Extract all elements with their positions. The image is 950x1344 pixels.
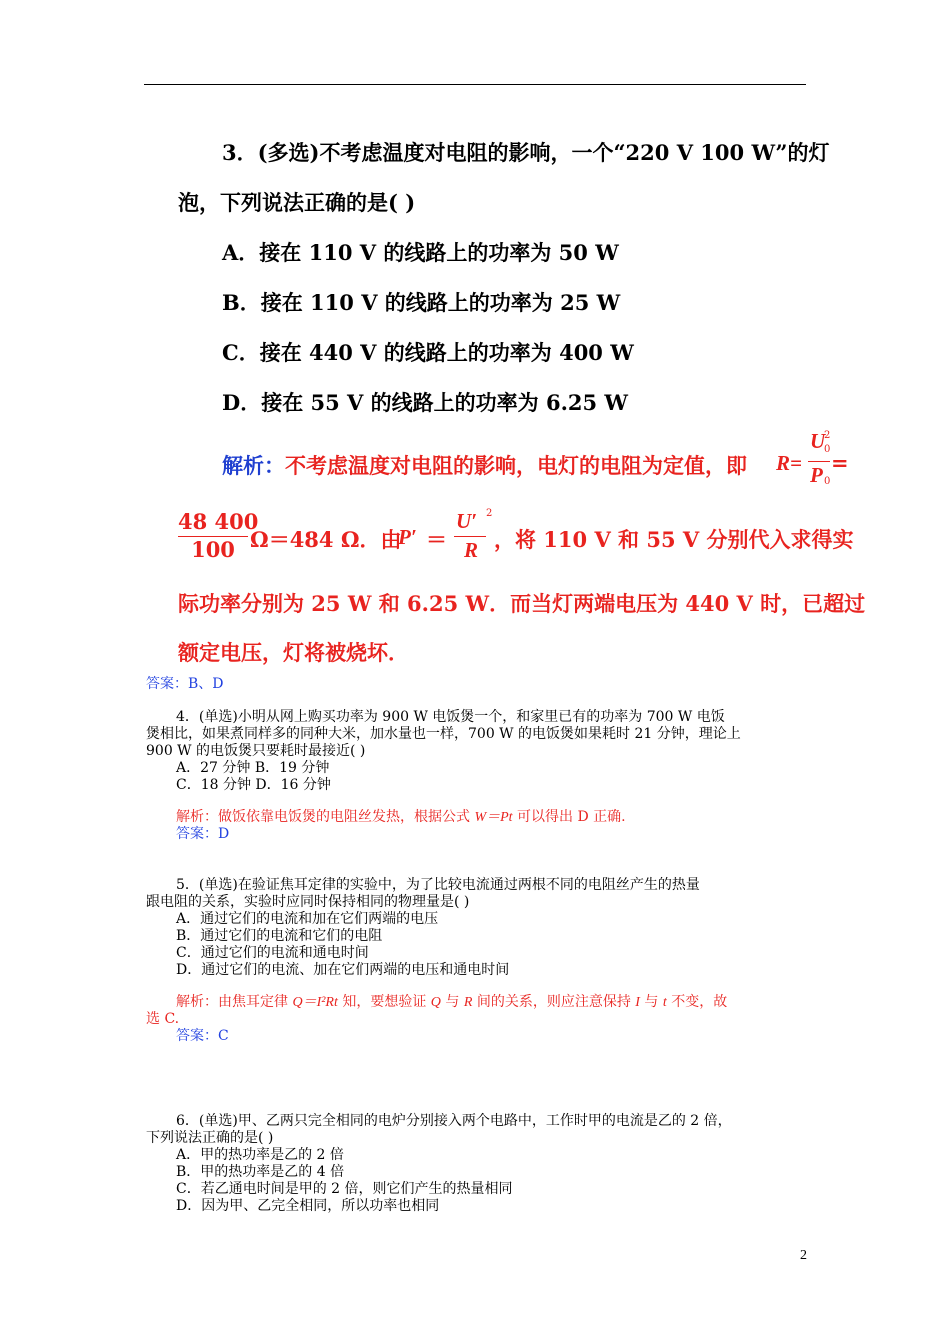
q3-frac3-denominator: R — [464, 538, 479, 562]
q3-frac1-numerator: U — [810, 429, 826, 453]
q3-analysis-line2-tail: ，将 110 V 和 55 V 分别代入求得实 — [494, 527, 854, 552]
q3-analysis-line3: 际功率分别为 25 W 和 6.25 W．而当灯两端电压为 440 V 时，已超过 — [178, 591, 866, 616]
q3-frac1-num-sub: 0 — [824, 444, 831, 455]
q3-frac2-numerator: 48 400 — [178, 509, 259, 534]
q5-option-b: B．通过它们的电流和它们的电阻 — [176, 928, 383, 944]
q5-stem-line2: 跟电阻的关系，实验时应同时保持相同的物理量是( ) — [146, 894, 470, 910]
q4-stem-line3: 900 W 的电饭煲只要耗时最接近( ) — [146, 743, 366, 759]
q3-frac1-denominator: P — [810, 463, 823, 487]
q3-frac3-numerator: U′ — [456, 509, 478, 533]
q3-analysis-line1 — [222, 450, 747, 480]
q3-option-d: D．接在 55 V 的线路上的功率为 6.25 W — [222, 390, 629, 415]
q5-analysis-line2: 选 C. — [146, 1011, 180, 1027]
q4-answer: 答案：D — [176, 826, 230, 842]
q3-answer: 答案：B、D — [146, 676, 224, 692]
q4-options-row2: C．18 分钟 D．16 分钟 — [176, 777, 331, 793]
page-number: 2 — [800, 1248, 807, 1263]
q3-analysis-line2-mid: Ω＝484 Ω．由 — [250, 527, 402, 552]
q6-stem-line1: 6．(单选)甲、乙两只完全相同的电炉分别接入两个电路中，工作时甲的电流是乙的 2 倍， — [176, 1113, 732, 1129]
q3-option-a: A．接在 110 V 的线路上的功率为 50 W — [222, 240, 619, 265]
q3-analysis-text: 不考虑温度对电阻的影响，电灯的电阻为定值，即 — [285, 453, 747, 478]
q3-stem-line2: 泡，下列说法正确的是( ) — [178, 190, 416, 215]
q5-option-c: C．通过它们的电流和通电时间 — [176, 945, 369, 961]
q3-stem-line1: 3．(多选)不考虑温度对电阻的影响，一个“220 V 100 W”的灯 — [222, 140, 830, 165]
q4-stem-line1: 4．(单选)小明从网上购买功率为 900 W 电饭煲一个，和家里已有的功率为 700 W 电饭 — [176, 709, 725, 725]
q3-analysis-label: 解析： — [222, 453, 285, 478]
q3-option-b: B．接在 110 V 的线路上的功率为 25 W — [222, 290, 621, 315]
q3-frac1-num-sup: 2 — [824, 430, 831, 441]
q4-stem-line2: 煲相比，如果煮同样多的同种大米，加水量也一样，700 W 的电饭煲如果耗时 21 分钟，理论上 — [146, 726, 741, 742]
q3-frac1-den-sub: 0 — [824, 476, 831, 487]
q6-option-c: C．若乙通电时间是甲的 2 倍，则它们产生的热量相同 — [176, 1181, 513, 1197]
q3-frac2-denominator: 100 — [191, 537, 235, 562]
q3-formula-r: R= — [776, 451, 802, 475]
q5-stem-line1: 5．(单选)在验证焦耳定律的实验中，为了比较电流通过两根不同的电阻丝产生的热量 — [176, 877, 700, 893]
q5-option-a: A．通过它们的电流和加在它们两端的电压 — [176, 911, 439, 927]
q6-stem-line2: 下列说法正确的是( ) — [146, 1130, 274, 1146]
q3-eq-sign: = — [831, 450, 849, 475]
q3-frac3-sup: 2 — [486, 508, 493, 519]
q6-option-a: A．甲的热功率是乙的 2 倍 — [176, 1147, 344, 1163]
q3-analysis-line4: 额定电压，灯将被烧坏． — [178, 640, 409, 665]
q6-option-d: D．因为甲、乙完全相同，所以功率也相同 — [176, 1198, 440, 1214]
q3-eq2: ＝ — [426, 527, 447, 552]
q5-option-d: D．通过它们的电流、加在它们两端的电压和通电时间 — [176, 962, 510, 978]
q6-option-b: B．甲的热功率是乙的 4 倍 — [176, 1164, 345, 1180]
q4-options-row1: A．27 分钟 B．19 分钟 — [176, 760, 330, 776]
q5-answer: 答案：C — [176, 1028, 229, 1044]
header-rule — [144, 84, 806, 85]
q5-analysis-line1: 解析：由焦耳定律 Q＝I²Rt 知，要想验证 Q 与 R 间的关系，则应注意保持 I 与 t 不变，故 — [176, 994, 728, 1010]
q4-analysis: 解析：做饭依靠电饭煲的电阻丝发热，根据公式 W＝Pt 可以得出 D 正确. — [176, 809, 626, 825]
q3-option-c: C．接在 440 V 的线路上的功率为 400 W — [222, 340, 634, 365]
q3-formula-p: P′ — [398, 525, 417, 549]
